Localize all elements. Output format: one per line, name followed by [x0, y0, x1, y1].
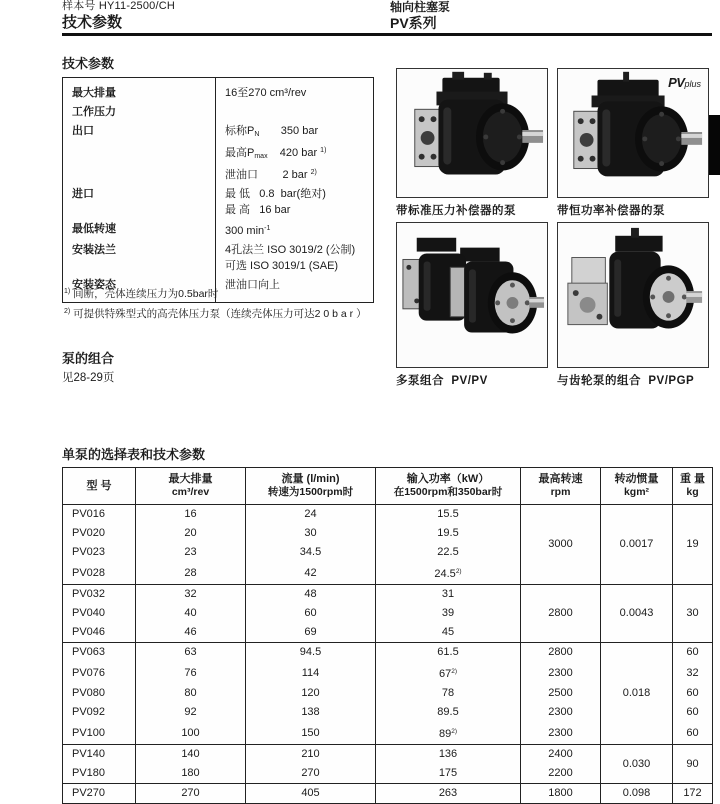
column-header-line2: kg: [686, 486, 699, 498]
column-header: [136, 468, 246, 505]
spec-row-label: 工作压力: [72, 106, 116, 118]
column-header-line1: 型 号: [86, 479, 112, 492]
cell-flow: 270: [246, 764, 376, 784]
cell-weight-merged: 19: [673, 505, 713, 585]
cell-displacement: 63: [136, 643, 246, 663]
column-header-line2: kgm²: [623, 486, 650, 498]
column-header-line1: 转动惯量: [614, 473, 659, 485]
cell-model: PV092: [72, 706, 106, 718]
cell-displacement: 140: [136, 745, 246, 765]
selection-table: [62, 467, 713, 804]
spec-value-line: 标称$P_N$ 350 bar: [225, 125, 319, 138]
cell-displacement: 40: [136, 604, 246, 623]
column-header-line1: 最大排量: [168, 473, 213, 485]
spec-value-line: 4孔法兰 ISO 3019/2 (公制): [225, 244, 356, 256]
cell-flow: 30: [246, 524, 376, 543]
cell-weight: 60: [673, 684, 713, 703]
cell-displacement: 80: [136, 684, 246, 703]
cell-max-speed: 2300: [521, 662, 601, 684]
superscript: -1: [264, 225, 271, 232]
cell-max-speed-merged: 1800: [521, 784, 601, 804]
cell-weight: 32: [673, 662, 713, 684]
column-header: [63, 468, 136, 505]
model-group: [63, 784, 713, 804]
cell-weight: 60: [673, 643, 713, 663]
selection-table-title: 单泵的选择表和技术参数: [62, 447, 206, 462]
cell-displacement: 28: [136, 562, 246, 585]
spec-value-line: 300 $\min^{-1}$: [225, 225, 271, 237]
footnote-2: [64, 303, 367, 323]
specs-section-title: 技术参数: [62, 56, 115, 71]
masthead-left: [62, 0, 175, 32]
cell-power: 24.5$^{2)}$: [376, 562, 521, 585]
cell-displacement: 16: [136, 505, 246, 525]
selection-table-head: [63, 468, 713, 505]
superscript: 2): [310, 169, 317, 176]
product-family: 轴向柱塞泵: [390, 0, 451, 14]
table-row: [63, 643, 713, 663]
pump-photo-gear-combo: [558, 223, 708, 367]
cell-weight-merged: 30: [673, 585, 713, 643]
cell-flow: 138: [246, 703, 376, 722]
cell-displacement: 32: [136, 585, 246, 605]
footnotes: [64, 283, 367, 323]
gallery-item-multi-pump: [396, 222, 548, 388]
cell-displacement: 76: [136, 662, 246, 684]
column-header-line2: 在1500rpm和350bar时: [393, 486, 503, 498]
selection-table-head-row: [63, 468, 713, 505]
spec-row-label: 安装姿态: [72, 279, 116, 291]
pvplus-logo-pv: PV: [668, 75, 685, 90]
model-group: [63, 505, 713, 585]
cell-inertia-merged: 0.018: [601, 643, 673, 745]
spec-row-values: [215, 122, 373, 185]
spec-row-label: 进口: [72, 188, 94, 200]
cell-inertia-merged: 0.098: [601, 784, 673, 804]
cell-displacement: 270: [136, 784, 246, 804]
subscript: N: [254, 131, 260, 138]
spec-value-line: 可选 ISO 3019/1 (SAE): [225, 260, 339, 272]
column-header-line1: 最高转速: [538, 473, 583, 485]
cell-flow: 210: [246, 745, 376, 765]
cell-model: PV180: [72, 767, 106, 779]
cell-model: PV016: [72, 508, 106, 520]
photo-frame: [396, 222, 548, 368]
gallery-item-standard-compensator: [396, 68, 548, 218]
cell-max-speed: 2400: [521, 745, 601, 765]
cell-max-speed: 2800: [521, 643, 601, 663]
gallery-item-power-compensator: [557, 68, 709, 218]
cell-weight-merged: 172: [673, 784, 713, 804]
model-group: [63, 643, 713, 745]
photo-frame: [557, 222, 709, 368]
cell-displacement: 20: [136, 524, 246, 543]
cell-model: PV140: [72, 748, 106, 760]
cell-model: PV063: [72, 646, 106, 658]
photo-frame: [557, 68, 709, 198]
column-header-line2: 转速为1500rpm时: [267, 486, 354, 498]
cell-flow: 48: [246, 585, 376, 605]
cell-flow: 94.5: [246, 643, 376, 663]
spec-table: [62, 77, 374, 303]
column-header-line1: 重 量: [679, 473, 706, 485]
masthead-section-title: 技术参数: [62, 14, 123, 31]
superscript: 1): [320, 147, 327, 154]
spec-value-line: 泄油口向上: [225, 279, 280, 291]
cell-inertia-merged: 0.0043: [601, 585, 673, 643]
spec-value-line: 16至270 cm³/rev: [225, 87, 307, 99]
cell-power: 136: [376, 745, 521, 765]
pvplus-logo-plus: plus: [684, 79, 701, 89]
table-row: [63, 505, 713, 525]
cell-flow: 34.5: [246, 543, 376, 562]
footnote-2-marker: 2): [64, 308, 71, 315]
footnote-2-text: 可提供特殊型式的高壳体压力泵（连续壳体压力可达2 0 b a r ）: [70, 308, 367, 320]
cell-flow: 69: [246, 623, 376, 643]
column-header-line2: cm³/rev: [171, 486, 210, 498]
photo-caption: 带恒功率补偿器的泵: [557, 205, 665, 217]
pump-photo-double: [397, 223, 547, 367]
cell-model: PV032: [72, 588, 106, 600]
cell-inertia-merged: 0.0017: [601, 505, 673, 585]
superscript: 2): [451, 668, 458, 675]
photo-caption: 带标准压力补偿器的泵: [396, 205, 516, 217]
photo-frame: [396, 68, 548, 198]
doc-number: 样本号 HY11-2500/CH: [62, 0, 176, 12]
cell-weight: 60: [673, 722, 713, 745]
column-header-line1: 流量 (l/min): [281, 473, 340, 485]
cell-inertia-merged: 0.030: [601, 745, 673, 784]
cell-power: 89.5: [376, 703, 521, 722]
product-series: PV系列: [390, 15, 437, 31]
cell-power: 263: [376, 784, 521, 804]
superscript: 2): [451, 728, 458, 735]
cell-power: 22.5: [376, 543, 521, 562]
cell-model: PV076: [72, 666, 106, 679]
table-row: [63, 745, 713, 765]
cell-power: 61.5: [376, 643, 521, 663]
cell-max-speed: 2300: [521, 703, 601, 722]
footnote-1-marker: 1): [64, 288, 71, 295]
cell-max-speed: 2200: [521, 764, 601, 784]
pump-combos-title: 泵的组合: [62, 351, 115, 366]
cell-model: PV023: [72, 546, 106, 558]
column-header-line1: 输入功率（kW）: [406, 473, 490, 485]
pump-combos-reference: 见28-29页: [62, 372, 115, 384]
pump-photo-single: [397, 69, 547, 197]
spec-row-label: 出口: [72, 125, 94, 137]
header-rule: [62, 33, 712, 36]
table-row: [63, 585, 713, 605]
column-header-line2: rpm: [550, 486, 571, 498]
cell-power: 39: [376, 604, 521, 623]
cell-power: 175: [376, 764, 521, 784]
table-row: [63, 784, 713, 804]
cell-model: PV028: [72, 566, 106, 579]
cell-max-speed: 2500: [521, 684, 601, 703]
spec-row-values: [215, 103, 373, 122]
cell-power: 89$^{2)}$: [376, 722, 521, 745]
spec-row-values: [215, 241, 373, 276]
spec-value-line: 泄油口 2 bar $^{2)}$: [225, 169, 317, 181]
subscript: max: [254, 153, 268, 160]
column-header: [376, 468, 521, 505]
cell-power: 78: [376, 684, 521, 703]
column-header: [521, 468, 601, 505]
masthead-right: [390, 0, 450, 32]
cell-model: PV020: [72, 527, 106, 539]
cell-model: PV080: [72, 687, 106, 699]
photo-caption: 多泵组合 PV/PV: [396, 375, 488, 387]
spec-value-line: 最 低 0.8 bar(绝对): [225, 188, 326, 200]
spec-row-values: [215, 78, 373, 103]
cell-max-speed-merged: 3000: [521, 505, 601, 585]
superscript: 2): [455, 568, 462, 575]
column-header: [673, 468, 713, 505]
spec-row-values: [215, 220, 373, 241]
cell-power: 31: [376, 585, 521, 605]
cell-max-speed: 2300: [521, 722, 601, 745]
column-header: [601, 468, 673, 505]
spec-row-label: 安装法兰: [72, 244, 116, 256]
cell-flow: 60: [246, 604, 376, 623]
cell-weight: 60: [673, 703, 713, 722]
cell-model: PV040: [72, 607, 106, 619]
cell-model: PV100: [72, 726, 106, 739]
photo-caption: 与齿轮泵的组合 PV/PGP: [557, 375, 695, 387]
cell-max-speed-merged: 2800: [521, 585, 601, 643]
spec-value-line: 最 高 16 bar: [225, 204, 291, 216]
cell-displacement: 92: [136, 703, 246, 722]
cell-model: PV046: [72, 626, 106, 638]
gallery-item-gear-pump-combo: [557, 222, 709, 388]
cell-model: PV270: [72, 787, 106, 799]
cell-weight-merged: 90: [673, 745, 713, 784]
cell-power: 19.5: [376, 524, 521, 543]
cell-displacement: 180: [136, 764, 246, 784]
pvplus-logo: [668, 74, 701, 92]
column-header: [246, 468, 376, 505]
cell-flow: 42: [246, 562, 376, 585]
model-group: [63, 585, 713, 643]
cell-displacement: 46: [136, 623, 246, 643]
model-group: [63, 745, 713, 784]
cell-flow: 24: [246, 505, 376, 525]
cell-flow: 405: [246, 784, 376, 804]
cell-power: 45: [376, 623, 521, 643]
cell-power: 15.5: [376, 505, 521, 525]
cell-flow: 114: [246, 662, 376, 684]
spec-row-values: [215, 185, 373, 220]
cell-flow: 120: [246, 684, 376, 703]
footnote-1: [64, 283, 367, 303]
footnote-1-text: 间断，壳体连续压力为0.5bar时: [70, 288, 219, 300]
cell-displacement: 23: [136, 543, 246, 562]
cell-flow: 150: [246, 722, 376, 745]
spec-value-line: 最高$P_{max}$ 420 bar $^{1)}$: [225, 147, 327, 160]
spec-row-label: 最低转速: [72, 223, 116, 235]
cell-power: 67$^{2)}$: [376, 662, 521, 684]
cell-displacement: 100: [136, 722, 246, 745]
spec-row-label: 最大排量: [72, 87, 116, 99]
